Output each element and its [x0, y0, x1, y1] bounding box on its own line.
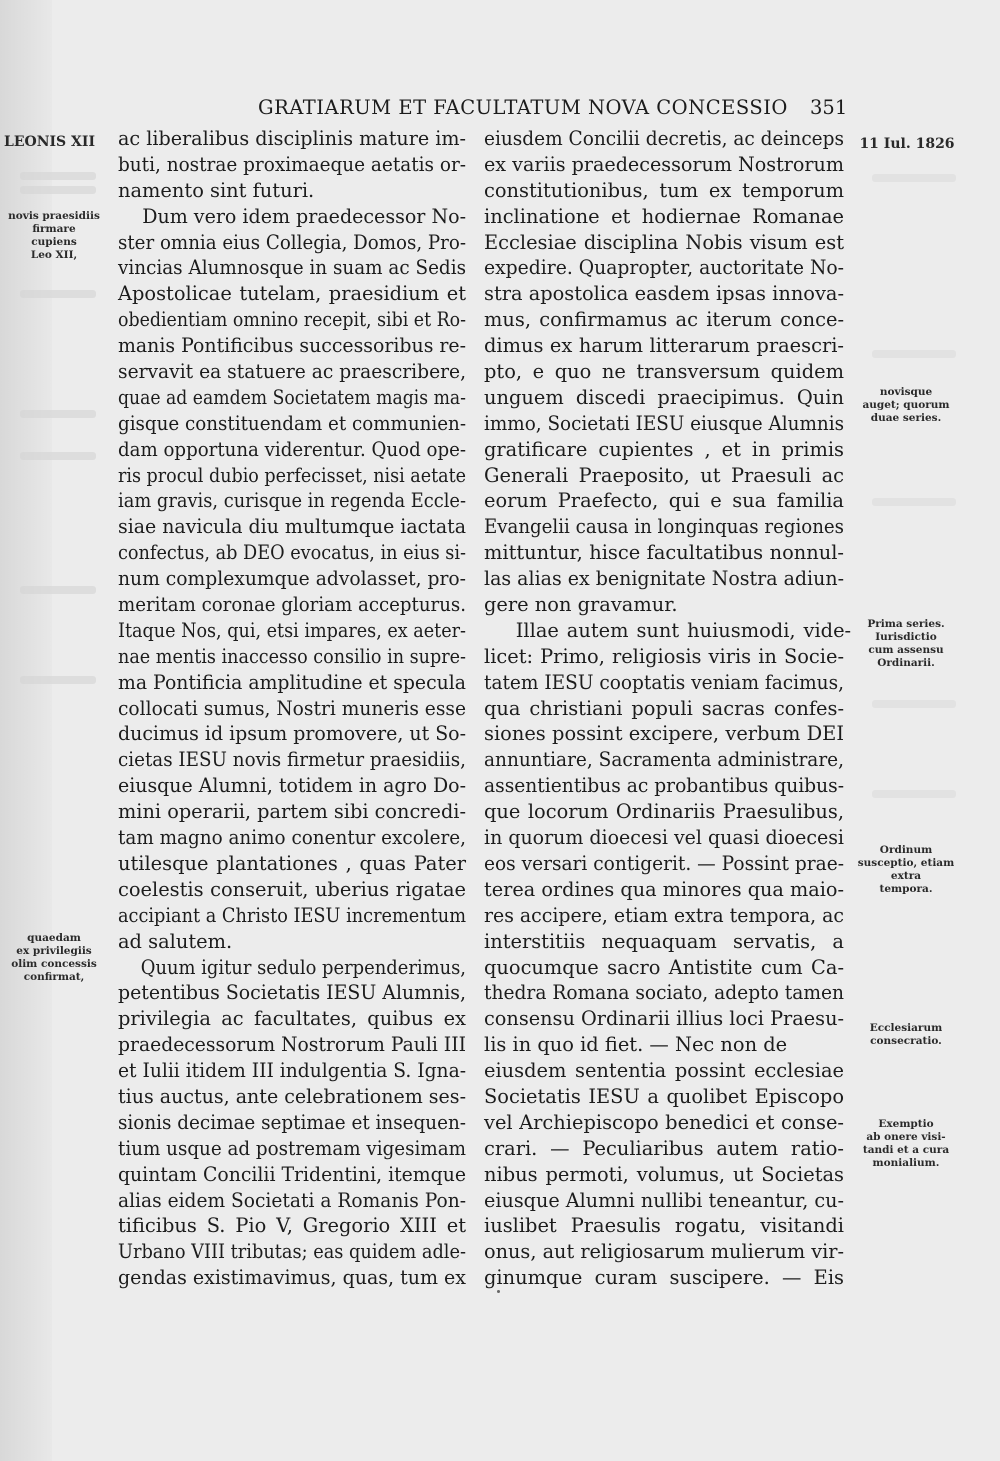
- text-line: thedra Romana sociato, adepto tamen: [484, 981, 844, 1005]
- text-line: manis Pontificibus successoribus re-: [118, 334, 466, 358]
- left-margin-note: [8, 210, 100, 262]
- text-line: privilegia ac facultates, quibus ex: [118, 1007, 466, 1031]
- text-line: petentibus Societatis IESU Alumnis,: [118, 981, 466, 1005]
- right-text-column: [484, 126, 852, 1291]
- text-line: servavit ea statuere ac praescribere,: [118, 360, 466, 384]
- text-line: obedientiam omnino recepit, sibi et Ro-: [118, 308, 466, 332]
- text-line: praedecessorum Nostrorum Pauli III: [118, 1033, 466, 1057]
- text-line: quintam Concilii Tridentini, itemque: [118, 1162, 466, 1186]
- text-line: mittuntur, hisce facultatibus nonnul-: [484, 541, 844, 565]
- text-line: Illae autem sunt huiusmodi, vide-: [484, 618, 852, 642]
- margin-note-line: extra: [890, 870, 922, 882]
- text-line: alias eidem Societati a Romanis Pon-: [118, 1188, 466, 1212]
- margin-note-line: firmare: [32, 223, 76, 235]
- show-through-mark: [20, 452, 96, 460]
- text-line: eorum Praefecto, qui e sua familia: [484, 489, 844, 513]
- text-line: gisque constituendam et communien-: [118, 411, 466, 435]
- text-line: ster omnia eius Collegia, Domos, Pro-: [118, 230, 466, 254]
- margin-note-line: novis praesidiis: [8, 210, 100, 222]
- text-line: Quum igitur sedulo perpenderimus,: [118, 955, 466, 979]
- text-line: pto, e quo ne transversum quidem: [484, 360, 844, 384]
- text-line: ris procul dubio perfecisset, nisi aetate: [118, 463, 466, 487]
- text-line: accipiant a Christo IESU incrementum: [118, 903, 466, 927]
- margin-note-line: auget; quorum: [862, 399, 950, 411]
- text-line: et Iulii itidem III indulgentia S. Igna-: [118, 1059, 466, 1083]
- show-through-mark: [20, 186, 96, 194]
- show-through-mark: [872, 174, 956, 182]
- text-line: coelestis conseruit, uberius rigatae: [118, 877, 466, 901]
- text-line: gendas existimavimus, quas, tum ex: [118, 1266, 466, 1290]
- text-line: que locorum Ordinariis Praesulibus,: [484, 800, 844, 824]
- text-line: Itaque Nos, qui, etsi impares, ex aeter-: [118, 618, 466, 642]
- text-line: quae ad eamdem Societatem magis ma-: [118, 385, 466, 409]
- text-line: ad salutem.: [118, 929, 233, 953]
- text-line: tius auctus, ante celebrationem ses-: [118, 1084, 466, 1108]
- margin-note-line: cum assensu: [868, 644, 944, 656]
- text-line: tatem IESU cooptatis veniam facimus,: [484, 670, 844, 694]
- text-line: gratificare cupientes , et in primis: [484, 437, 844, 461]
- text-line: in quorum dioecesi vel quasi dioecesi: [484, 826, 844, 850]
- margin-note-line: Ordinarii.: [877, 657, 935, 669]
- text-line: siae navicula diu multumque iactata: [118, 515, 466, 539]
- margin-note-line: quaedam: [27, 932, 81, 944]
- show-through-mark: [872, 790, 956, 798]
- text-line: unguem discedi praecipimus. Quin: [484, 385, 844, 409]
- text-line: dimus ex harum litterarum praescri-: [484, 334, 844, 358]
- text-line: quocumque sacro Antistite cum Ca-: [484, 955, 844, 979]
- text-line: nibus permoti, volumus, ut Societas: [484, 1162, 844, 1186]
- margin-note-line: Exemptio: [878, 1118, 934, 1130]
- show-through-mark: [872, 350, 956, 358]
- show-through-mark: [872, 498, 956, 506]
- show-through-mark: [20, 172, 96, 180]
- running-header-title: GRATIARUM ET FACULTATUM NOVA CONCESSIO: [258, 96, 788, 119]
- margin-note-line: tempora.: [879, 883, 933, 895]
- page-number: 351: [810, 96, 848, 119]
- text-line: expedire. Quapropter, auctoritate No-: [484, 256, 844, 280]
- text-line: eiusque Alumni, totidem in agro Do-: [118, 774, 466, 798]
- date-marginal: 11 Iul. 1826: [859, 136, 955, 152]
- margin-note-line: confirmat,: [23, 971, 85, 983]
- text-line: namento sint futuri.: [118, 178, 315, 202]
- text-line: annuntiare, Sacramenta administrare,: [484, 748, 844, 772]
- text-line: Urbano VIII tributas; eas quidem adle-: [118, 1240, 466, 1264]
- text-line: tium usque ad postremam vigesimam: [118, 1136, 466, 1160]
- text-line: num complexumque advolasset, pro-: [118, 567, 466, 591]
- left-margin-note: [8, 932, 100, 984]
- text-line: inclinatione et hodiernae Romanae: [484, 204, 844, 228]
- right-margin-note: [850, 1022, 962, 1048]
- text-line: iam gravis, curisque in regenda Eccle-: [118, 489, 466, 513]
- text-line: eos versari contigerit. — Possint prae-: [484, 851, 844, 875]
- left-text-column: [118, 126, 466, 1291]
- text-line: iuslibet Praesulis rogatu, visitandi: [484, 1214, 844, 1238]
- text-line: mus, confirmamus ac iterum conce-: [484, 308, 844, 332]
- margin-note-line: ex privilegiis: [16, 945, 92, 957]
- left-running-head: LEONIS XII: [4, 134, 95, 150]
- text-line: vincias Alumnosque in suam ac Sedis: [118, 256, 466, 280]
- text-line: Societatis IESU a quolibet Episcopo: [484, 1084, 844, 1108]
- text-line: Ecclesiae disciplina Nobis visum est: [484, 230, 844, 254]
- text-line: ducimus id ipsum promovere, ut So-: [118, 722, 466, 746]
- margin-note-line: novisque: [879, 386, 933, 398]
- text-line: eiusdem sententia possint ecclesiae: [484, 1059, 844, 1083]
- text-line: vel Archiepiscopo benedici et conse-: [484, 1110, 844, 1134]
- text-line: eiusdem Concilii decretis, ac deinceps: [484, 127, 844, 150]
- text-line: confectus, ab DEO evocatus, in eius si-: [118, 541, 466, 565]
- text-line: Generali Praeposito, ut Praesuli ac: [484, 463, 844, 487]
- text-line: Dum vero idem praedecessor No-: [118, 204, 466, 228]
- text-line: res accipere, etiam extra tempora, ac: [484, 903, 844, 927]
- text-line: licet: Primo, religiosis viris in Socie-: [484, 644, 844, 668]
- text-line: lis in quo id fiet. — Nec non de: [484, 1033, 788, 1057]
- margin-note-line: consecratio.: [870, 1035, 942, 1047]
- text-line: terea ordines qua minores qua maio-: [484, 877, 844, 901]
- text-line: eiusque Alumni nullibi teneantur, cu-: [484, 1188, 844, 1212]
- text-line: qua christiani populi sacras confes-: [484, 696, 844, 720]
- right-margin-note: [850, 1118, 962, 1170]
- show-through-mark: [20, 586, 96, 594]
- right-margin-note: [850, 386, 962, 425]
- margin-note-line: Iurisdictio: [875, 631, 937, 643]
- text-line: meritam coronae gloriam accepturus.: [118, 593, 466, 617]
- text-line: stra apostolica easdem ipsas innova-: [484, 282, 844, 306]
- text-line: nae mentis inaccesso consilio in supre-: [118, 644, 466, 668]
- text-line: sionis decimae septimae et insequen-: [118, 1110, 466, 1134]
- text-line: buti, nostrae proximaeque aetatis or-: [118, 152, 466, 176]
- margin-note-line: cupiens: [31, 236, 77, 248]
- text-line: ginumque curam suscipere. — Eis: [484, 1266, 844, 1290]
- text-line: Apostolicae tutelam, praesidium et: [118, 282, 466, 306]
- margin-note-line: olim concessis: [11, 958, 97, 970]
- text-line: consensu Ordinarii illius loci Praesu-: [484, 1007, 844, 1031]
- margin-note-line: ab onere visi-: [866, 1131, 946, 1143]
- ink-speck: [497, 1290, 500, 1293]
- show-through-mark: [20, 410, 96, 418]
- margin-note-line: Prima series.: [867, 618, 945, 630]
- text-line: ac liberalibus disciplinis mature im-: [118, 127, 466, 150]
- margin-note-line: Leo XII,: [30, 249, 78, 261]
- text-line: ma Pontificia amplitudine et specula: [118, 670, 466, 694]
- text-line: immo, Societati IESU eiusque Alumnis: [484, 411, 844, 435]
- margin-note-line: duae series.: [870, 412, 942, 424]
- text-line: cietas IESU novis firmetur praesidiis,: [118, 748, 466, 772]
- right-margin-note: [850, 844, 962, 896]
- text-line: siones possint excipere, verbum DEI: [484, 722, 844, 746]
- text-line: assentientibus ac probantibus quibus-: [484, 774, 844, 798]
- right-margin-note: [850, 618, 962, 670]
- margin-note-line: tandi et a cura: [862, 1144, 950, 1156]
- text-line: interstitiis nequaquam servatis, a: [484, 929, 844, 953]
- text-line: tificibus S. Pio V, Gregorio XIII et: [118, 1214, 466, 1238]
- show-through-mark: [20, 290, 96, 298]
- margin-note-line: Ecclesiarum: [869, 1022, 943, 1034]
- margin-note-line: monialium.: [872, 1157, 940, 1169]
- show-through-mark: [20, 676, 96, 684]
- margin-note-line: susceptio, etiam: [857, 857, 955, 869]
- text-line: mini operarii, partem sibi concredi-: [118, 800, 466, 824]
- text-line: las alias ex benignitate Nostra adiun-: [484, 567, 844, 591]
- text-line: Evangelii causa in longinquas regiones: [484, 515, 844, 539]
- text-line: gere non gravamur.: [484, 593, 678, 617]
- text-line: utilesque plantationes , quas Pater: [118, 851, 466, 875]
- text-line: constitutionibus, tum ex temporum: [484, 178, 844, 202]
- text-line: tam magno animo conentur excolere,: [118, 826, 466, 850]
- show-through-mark: [872, 700, 956, 708]
- text-line: ex variis praedecessorum Nostrorum: [484, 152, 844, 176]
- text-line: onus, aut religiosarum mulierum vir-: [484, 1240, 844, 1264]
- margin-note-line: Ordinum: [879, 844, 933, 856]
- text-line: collocati sumus, Nostri muneris esse: [118, 696, 466, 720]
- text-line: dam opportuna viderentur. Quod ope-: [118, 437, 466, 461]
- text-line: crari. — Peculiaribus autem ratio-: [484, 1136, 844, 1160]
